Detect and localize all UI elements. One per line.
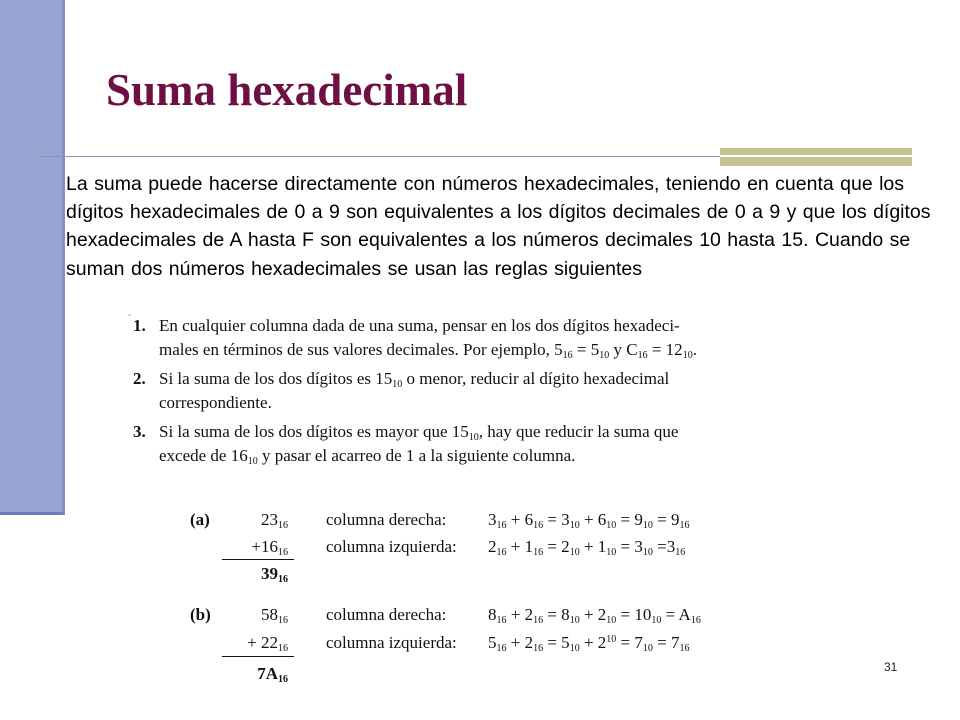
intro-paragraph: La suma puede hacerse directamente con números hexadecimales, teniendo en cuenta que los dígitos hexadecimales de 0 a 9 son equivalentes a los dígitos decimales de 0 a 9 y que los dígitos hexadecimales de A hasta F son equivalentes a los números decimales 10 hasta 15. Cuando se suman dos números hexadecimales se usan las reglas siguientes xyxy=(66,173,931,280)
rule-1 xyxy=(133,314,773,362)
example-a-label: (a) xyxy=(190,510,210,529)
example-b-label: (b) xyxy=(190,605,211,624)
bullet-mark: - xyxy=(128,310,132,321)
rule-number: 2. xyxy=(133,369,146,388)
example-a-addend1: $23_{16}$ xyxy=(261,510,288,531)
title-divider xyxy=(40,156,720,157)
example-b-left-equation: $5_{16} + 2_{16} = 5_{10} + 2^{10} = 7_{10} = 7_{16}$ xyxy=(488,633,690,654)
rule-number: 1. xyxy=(133,316,146,335)
example-a-left-equation: $2_{16} + 1_{16} = 2_{10} + 1_{10} = 3_{10} =3_{16}$ xyxy=(488,537,686,558)
rule-2 xyxy=(133,367,773,415)
example-a-right-label: columna derecha: xyxy=(326,510,447,529)
example-b-right-label: columna derecha: xyxy=(326,605,447,624)
sidebar-decoration xyxy=(0,0,65,515)
example-b-result: $7A_{16}$ xyxy=(257,664,288,685)
rule-3 xyxy=(133,420,773,468)
rule-text: En cualquier columna dada de una suma, pensar en los dos dígitos hexadeci- males en términos de sus valores decimales. Por ejemplo, $5_{16} = 5_{10}$ y $C_{16} = 12_{10}$. xyxy=(159,316,697,361)
example-b-addend2: + $22_{16}$ xyxy=(247,633,288,654)
example-a-sum-line xyxy=(222,559,294,560)
example-b-left-label: columna izquierda: xyxy=(326,633,457,652)
example-a-right-equation: $3_{16} + 6_{16} = 3_{10} + 6_{10} = 9_{10} = 9_{16}$ xyxy=(488,510,690,531)
accent-bar-line xyxy=(720,155,912,157)
slide-title: Suma hexadecimal xyxy=(106,65,468,115)
example-b-right-equation: $8_{16} + 2_{16} = 8_{10} + 2_{10} = 10_{10} = A_{16}$ xyxy=(488,605,701,626)
page-number: 31 xyxy=(884,660,898,674)
example-b-addend1: $58_{16}$ xyxy=(261,605,288,626)
example-a-result: $39_{16}$ xyxy=(261,564,288,585)
example-a-addend2: $+16_{16}$ xyxy=(251,537,288,558)
accent-bar xyxy=(720,148,912,166)
rule-text: Si la suma de los dos dígitos es mayor que $15_{10}$, hay que reducir la suma que excede de $16_{10}$ y pasar el acarreo de 1 a la siguiente columna. xyxy=(159,422,679,467)
example-a-left-label: columna izquierda: xyxy=(326,537,457,556)
example-b-sum-line xyxy=(222,656,294,657)
rule-text: Si la suma de los dos dígitos es $15_{10}$ o menor, reducir al dígito hexadecimal correspondiente. xyxy=(159,369,670,412)
rule-number: 3. xyxy=(133,422,146,441)
